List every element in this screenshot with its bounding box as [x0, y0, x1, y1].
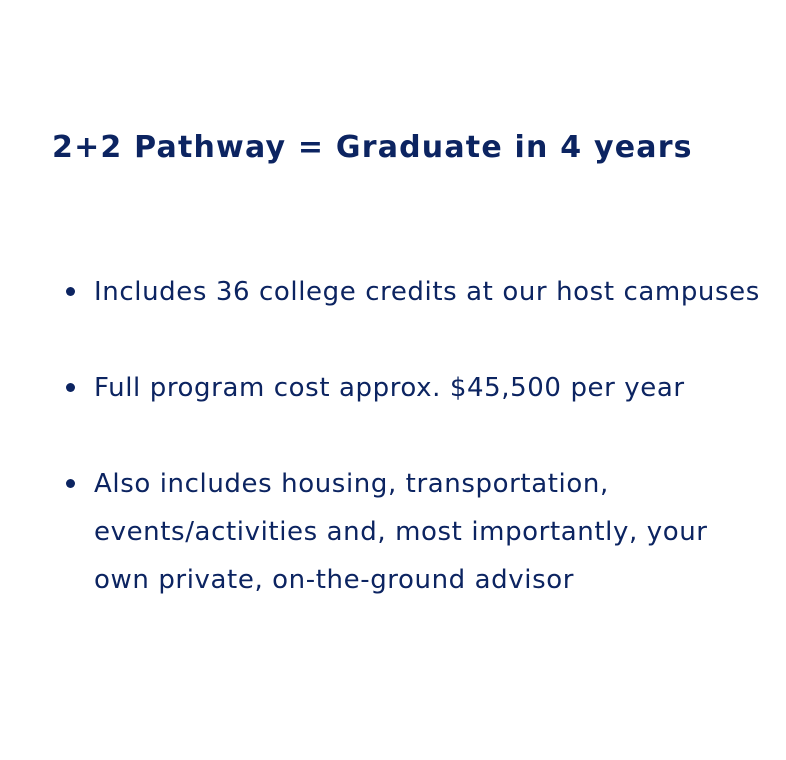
- bullet-list: [66, 268, 766, 604]
- bullet-icon: [66, 479, 75, 488]
- list-item: [66, 460, 766, 604]
- list-item: [66, 268, 766, 316]
- bullet-icon: [66, 383, 75, 392]
- bullet-icon: [66, 287, 75, 296]
- list-item: [66, 364, 766, 412]
- bullet-text: Full program cost approx. $45,500 per year: [94, 373, 685, 403]
- page-title: 2+2 Pathway = Graduate in 4 years: [52, 130, 693, 165]
- bullet-text: Includes 36 college credits at our host campuses: [94, 277, 760, 307]
- bullet-text: Also includes housing, transportation, events/activities and, most importantly, your own private, on-the-ground advisor: [94, 469, 708, 595]
